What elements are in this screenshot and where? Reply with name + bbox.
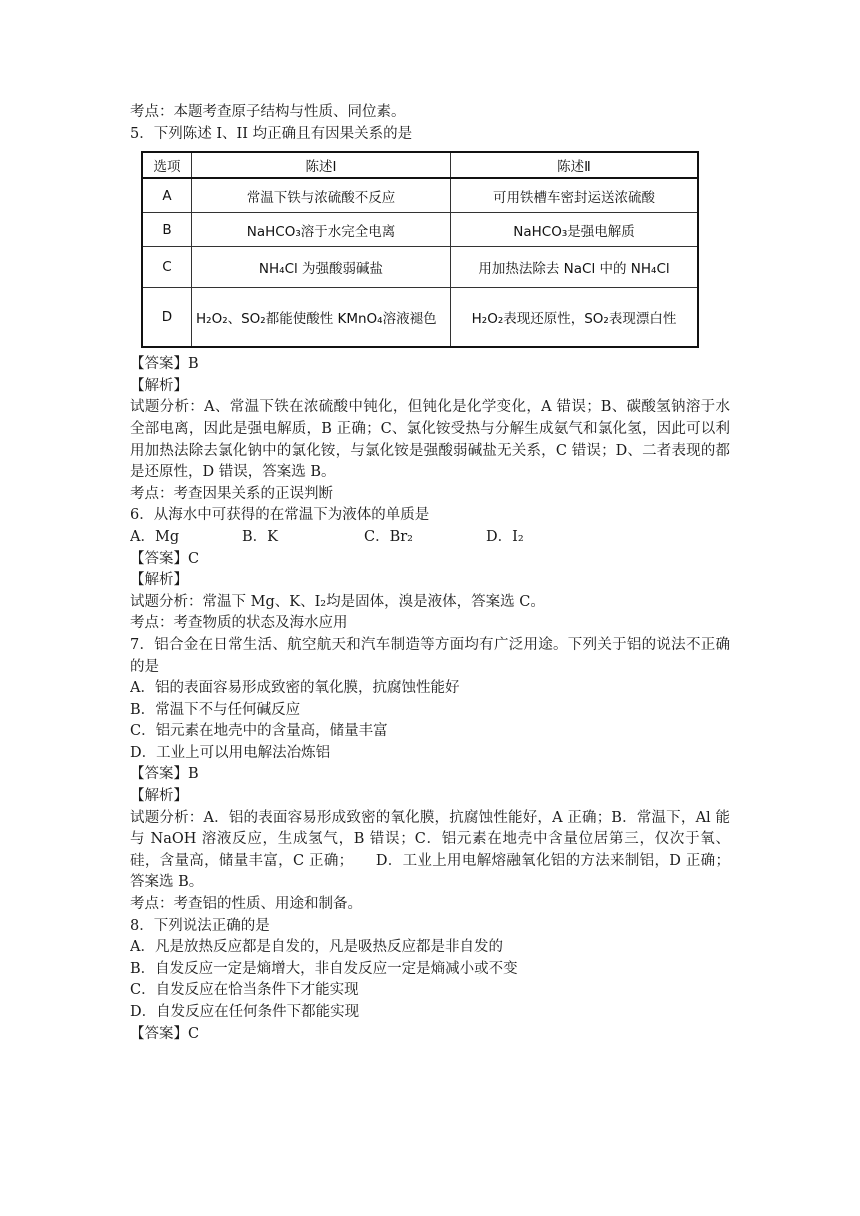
header-option: 选项	[142, 152, 192, 178]
option-8d: D．自发反应在任何条件下都能实现	[130, 1004, 360, 1020]
option-d: D．I₂	[486, 528, 524, 545]
table-header-row	[142, 152, 698, 178]
option-a: A．Mg	[130, 528, 180, 545]
topic-6: 考点：考查物质的状态及海水应用	[130, 615, 348, 632]
answer-6: 【答案】C	[130, 550, 200, 567]
topic-note: 考点：本题考查原子结构与性质、同位素。	[130, 104, 406, 120]
table-row	[142, 247, 698, 288]
analysis-label-7: 【解析】	[130, 788, 188, 805]
option-7b: B．常温下不与任何碱反应	[130, 701, 301, 718]
question-5: 5．下列陈述 I、II 均正确且有因果关系的是	[130, 125, 413, 142]
row-key: B	[142, 213, 192, 247]
table-row	[142, 178, 698, 213]
answer-7: 【答案】B	[130, 766, 199, 783]
option-7a: A．铝的表面容易形成致密的氧化膜，抗腐蚀性能好	[130, 680, 460, 697]
topic-5: 考点：考查因果关系的正误判断	[130, 485, 333, 502]
row-key: D	[142, 288, 192, 348]
question-7: 7．铝合金在日常生活、航空航天和汽车制造等方面均有广泛用途。下列关于铝的说法不正确的是	[130, 636, 730, 675]
option-8c: C．自发反应在恰当条件下才能实现	[130, 982, 359, 999]
explanation-5: 试题分析：A、常温下铁在浓硫酸中钝化，但钝化是化学变化，A 错误；B、碳酸氢钠溶于水全部电离，因此是强电解质，B 正确；C、氯化铵受热与分解生成氨气和氯化氢，因此可以利用加热法除去氯化钠中的氯化铵，与氯化铵是强酸弱碱盐无关系，C 错误；D、二者表现的都是还原性，D 错误，答案选 B。	[130, 399, 730, 481]
option-b: B．K	[242, 528, 278, 545]
answer-8: 【答案】C	[130, 1025, 200, 1042]
option-7d: D．工业上可以用电解法冶炼铝	[130, 744, 331, 761]
option-7c: C．铝元素在地壳中的含量高，储量丰富	[130, 723, 388, 740]
option-c: C．Br₂	[364, 528, 413, 545]
row-statement-2: 可用铁槽车密封运送浓硫酸	[451, 178, 699, 213]
option-8a: A．凡是放热反应都是自发的，凡是吸热反应都是非自发的	[130, 939, 503, 956]
table-row	[142, 288, 698, 348]
row-key: C	[142, 247, 192, 288]
option-8b: B．自发反应一定是熵增大，非自发反应一定是熵减小或不变	[130, 960, 518, 977]
options-6	[130, 527, 730, 549]
header-statement-2: 陈述Ⅱ	[451, 152, 699, 178]
row-statement-2: 用加热法除去 NaCl 中的 NH₄Cl	[451, 247, 699, 288]
document-page	[130, 102, 730, 1045]
statement-table	[141, 151, 699, 348]
analysis-label-6: 【解析】	[130, 572, 188, 589]
question-6: 6．从海水中可获得的在常温下为液体的单质是	[130, 507, 430, 524]
question-8: 8．下列说法正确的是	[130, 917, 270, 934]
row-statement-1: NH₄Cl 为强酸弱碱盐	[192, 247, 451, 288]
analysis-label-5: 【解析】	[130, 377, 188, 394]
row-statement-1: H₂O₂、SO₂都能使酸性 KMnO₄溶液褪色	[192, 288, 451, 348]
row-statement-2: H₂O₂表现还原性，SO₂表现漂白性	[451, 288, 699, 348]
statement-table-wrap	[141, 151, 699, 348]
explanation-6: 试题分析：常温下 Mg、K、I₂均是固体，溴是液体，答案选 C。	[130, 593, 545, 610]
row-key: A	[142, 178, 192, 213]
topic-7: 考点：考查铝的性质、用途和制备。	[130, 896, 362, 913]
row-statement-1: 常温下铁与浓硫酸不反应	[192, 178, 451, 213]
table-row	[142, 213, 698, 247]
explanation-7: 试题分析：A．铝的表面容易形成致密的氧化膜，抗腐蚀性能好，A 正确；B．常温下，Al 能与 NaOH 溶液反应，生成氢气，B 错误；C．铝元素在地壳中含量位居第三，仅次于氧、硅，含量高，储量丰富，C 正确； D．工业上用电解熔融氧化铝的方法来制铝，D 正确；答案选 B。	[130, 809, 730, 891]
answer-5: 【答案】B	[130, 356, 199, 373]
row-statement-1: NaHCO₃溶于水完全电离	[192, 213, 451, 247]
row-statement-2: NaHCO₃是强电解质	[451, 213, 699, 247]
header-statement-1: 陈述Ⅰ	[192, 152, 451, 178]
